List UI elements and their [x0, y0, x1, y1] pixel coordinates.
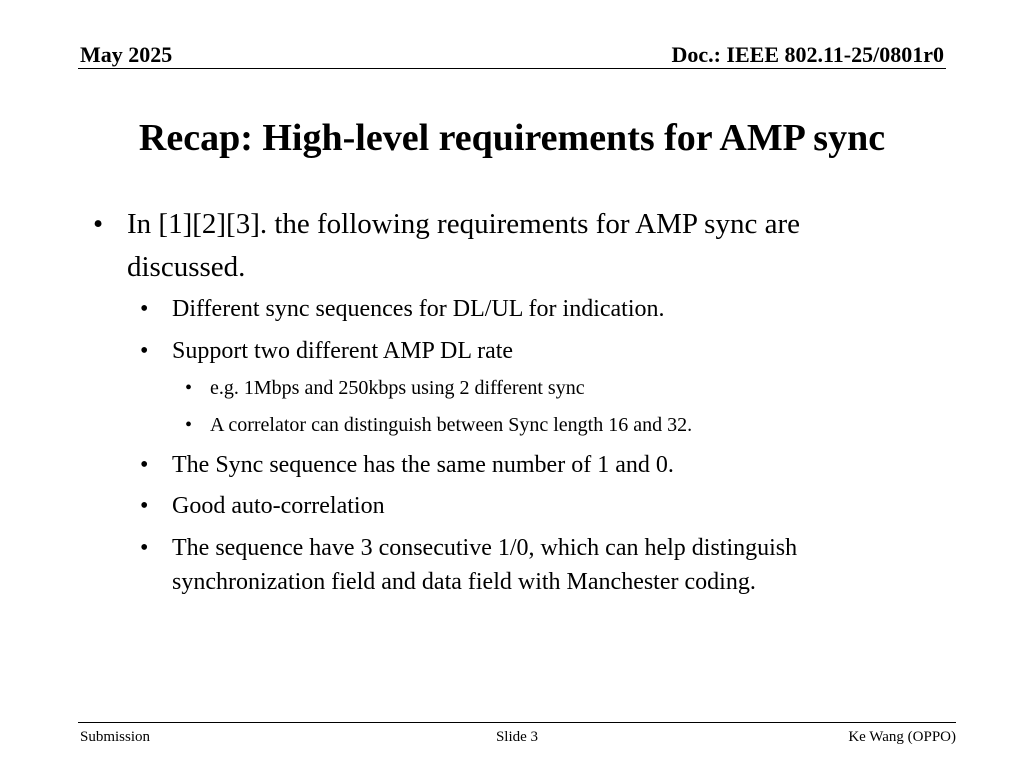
bullet-level2: [140, 489, 940, 523]
bullet-text: Support two different AMP DL rate: [172, 338, 514, 364]
bullet-marker: •: [93, 208, 104, 240]
bullet-text-line: In [1][2][3]. the following requirements for AMP sync are: [127, 208, 800, 240]
bullet-level1: [93, 203, 953, 293]
bullet-text: The Sync sequence has the same number of 1 and 0.: [172, 452, 674, 478]
bullet-level2: [140, 292, 940, 326]
bullet-marker: •: [140, 493, 149, 519]
header-doc-number: Doc.: IEEE 802.11-25/0801r0: [671, 42, 944, 67]
bullet-level3: [185, 374, 945, 402]
bullet-text-line: discussed.: [127, 251, 246, 283]
slide-footer: [78, 722, 956, 753]
bullet-level2: [140, 334, 940, 368]
bullet-marker: •: [140, 535, 149, 561]
bullet-level2: [140, 531, 960, 601]
footer-author: Ke Wang (OPPO): [848, 729, 956, 745]
bullet-marker: •: [185, 377, 193, 399]
slide-title: Recap: High-level requirements for AMP sync: [138, 117, 886, 159]
bullet-text-line: synchronization field and data field with Manchester coding.: [172, 569, 756, 595]
bullet-level3: [185, 411, 945, 439]
bullet-text: Different sync sequences for DL/UL for indication.: [172, 296, 665, 322]
bullet-text: e.g. 1Mbps and 250kbps using 2 different sync: [210, 377, 585, 399]
bullet-marker: •: [185, 414, 193, 436]
bullet-marker: •: [140, 296, 149, 322]
bullet-level2: [140, 448, 940, 482]
header-date: May 2025: [80, 42, 173, 67]
bullet-text: Good auto-correlation: [172, 493, 385, 519]
bullet-text: A correlator can distinguish between Sync length 16 and 32.: [210, 414, 693, 436]
footer-slide-number: Slide 3: [495, 729, 539, 745]
bullet-marker: •: [140, 452, 149, 478]
bullet-marker: •: [140, 338, 149, 364]
footer-submission: Submission: [80, 729, 151, 745]
bullet-text-line: The sequence have 3 consecutive 1/0, which can help distinguish: [172, 535, 798, 561]
